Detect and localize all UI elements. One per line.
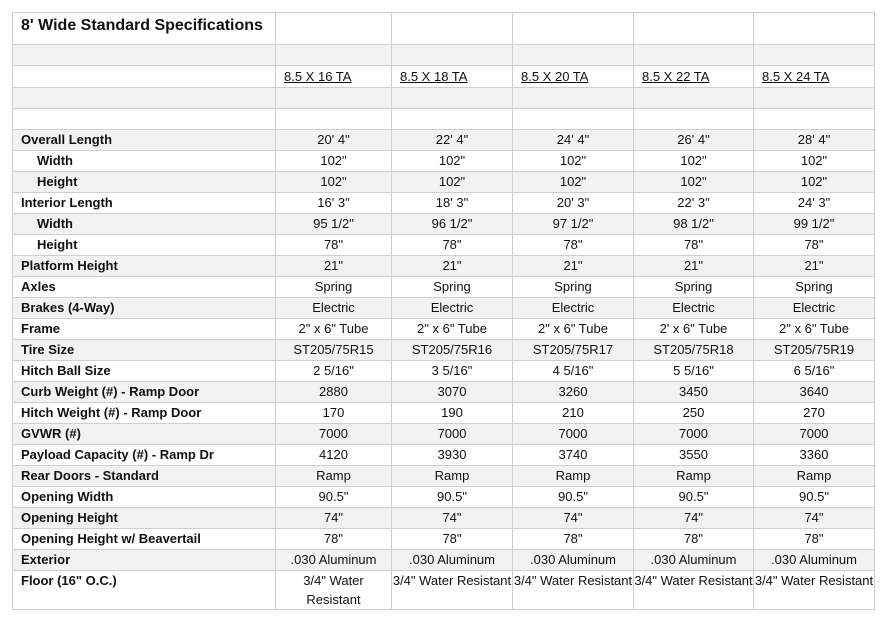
empty-cell bbox=[276, 45, 392, 66]
empty-cell bbox=[634, 109, 754, 130]
model-name: 8.5 X 20 TA bbox=[521, 68, 589, 84]
spec-value: 24' 4" bbox=[513, 130, 634, 151]
spec-label: Width bbox=[13, 214, 276, 235]
empty-cell bbox=[754, 13, 875, 45]
spec-row bbox=[13, 298, 875, 319]
spec-value: 102" bbox=[513, 151, 634, 172]
spec-value: 102" bbox=[634, 151, 754, 172]
spec-value: 78" bbox=[276, 235, 392, 256]
spec-value: .030 Aluminum bbox=[276, 550, 392, 571]
spec-label: Exterior bbox=[13, 550, 276, 571]
spec-value: 74" bbox=[392, 508, 513, 529]
spec-row bbox=[13, 214, 875, 235]
spec-value: 90.5" bbox=[276, 487, 392, 508]
spec-value: 250 bbox=[634, 403, 754, 424]
spacer-row bbox=[13, 45, 875, 66]
spec-value: 78" bbox=[513, 235, 634, 256]
spec-value: Spring bbox=[634, 277, 754, 298]
spec-row bbox=[13, 571, 875, 610]
spec-row bbox=[13, 340, 875, 361]
model-header-row bbox=[13, 66, 875, 88]
spec-label: Opening Height w/ Beavertail bbox=[13, 529, 276, 550]
spec-value: 74" bbox=[754, 508, 875, 529]
spec-value: 3 5/16" bbox=[392, 361, 513, 382]
spec-row bbox=[13, 382, 875, 403]
spec-value: ST205/75R16 bbox=[392, 340, 513, 361]
spec-label: Frame bbox=[13, 319, 276, 340]
spec-value: 21" bbox=[754, 256, 875, 277]
spec-value: 3740 bbox=[513, 445, 634, 466]
spec-value: 90.5" bbox=[634, 487, 754, 508]
spec-value: 74" bbox=[276, 508, 392, 529]
empty-cell bbox=[13, 45, 276, 66]
empty-cell bbox=[754, 88, 875, 109]
empty-cell bbox=[392, 13, 513, 45]
spec-value: 21" bbox=[513, 256, 634, 277]
spec-value: .030 Aluminum bbox=[754, 550, 875, 571]
spec-row bbox=[13, 235, 875, 256]
spec-value: 210 bbox=[513, 403, 634, 424]
empty-cell bbox=[634, 13, 754, 45]
spec-row bbox=[13, 130, 875, 151]
spec-value: .030 Aluminum bbox=[392, 550, 513, 571]
spec-value: 16' 3" bbox=[276, 193, 392, 214]
spec-value: Spring bbox=[513, 277, 634, 298]
spec-label: Height bbox=[13, 172, 276, 193]
spec-value: 22' 4" bbox=[392, 130, 513, 151]
spec-value: 102" bbox=[276, 151, 392, 172]
empty-cell bbox=[13, 66, 276, 88]
spec-value: 3930 bbox=[392, 445, 513, 466]
empty-cell bbox=[513, 45, 634, 66]
empty-cell bbox=[13, 109, 276, 130]
spec-value: Spring bbox=[276, 277, 392, 298]
spec-value: 7000 bbox=[276, 424, 392, 445]
empty-cell bbox=[513, 109, 634, 130]
spec-row bbox=[13, 193, 875, 214]
spec-row bbox=[13, 487, 875, 508]
spec-value: 3/4" Water Resistant bbox=[276, 571, 392, 610]
spec-row bbox=[13, 319, 875, 340]
spec-label: Interior Length bbox=[13, 193, 276, 214]
spec-value: 78" bbox=[634, 235, 754, 256]
spec-value: 4120 bbox=[276, 445, 392, 466]
spec-row bbox=[13, 172, 875, 193]
spec-value: 3260 bbox=[513, 382, 634, 403]
spec-value: 78" bbox=[276, 529, 392, 550]
spec-row bbox=[13, 256, 875, 277]
spec-value: Electric bbox=[276, 298, 392, 319]
spec-value: 3550 bbox=[634, 445, 754, 466]
spec-value: 90.5" bbox=[754, 487, 875, 508]
spec-value: 20' 4" bbox=[276, 130, 392, 151]
spec-label: Opening Height bbox=[13, 508, 276, 529]
title-row bbox=[13, 13, 875, 45]
model-header bbox=[392, 66, 513, 88]
spec-value: 21" bbox=[392, 256, 513, 277]
spec-value: 7000 bbox=[513, 424, 634, 445]
spec-row bbox=[13, 361, 875, 382]
spec-value: Electric bbox=[392, 298, 513, 319]
spec-value: 102" bbox=[754, 172, 875, 193]
spec-value: 28' 4" bbox=[754, 130, 875, 151]
spec-label: Axles bbox=[13, 277, 276, 298]
spec-value: 170 bbox=[276, 403, 392, 424]
spec-label: Opening Width bbox=[13, 487, 276, 508]
spec-value: Ramp bbox=[513, 466, 634, 487]
spec-value: Ramp bbox=[276, 466, 392, 487]
spec-value: 2" x 6" Tube bbox=[392, 319, 513, 340]
spec-value: 3/4" Water Resistant bbox=[392, 571, 513, 610]
spec-value: 7000 bbox=[392, 424, 513, 445]
empty-cell bbox=[754, 45, 875, 66]
spec-value: 97 1/2" bbox=[513, 214, 634, 235]
spec-value: 20' 3" bbox=[513, 193, 634, 214]
spec-value: 21" bbox=[276, 256, 392, 277]
empty-cell bbox=[276, 88, 392, 109]
spec-value: Ramp bbox=[634, 466, 754, 487]
empty-cell bbox=[276, 109, 392, 130]
spec-value: 7000 bbox=[754, 424, 875, 445]
spec-value: 2" x 6" Tube bbox=[754, 319, 875, 340]
spec-value: 2880 bbox=[276, 382, 392, 403]
spec-value: 21" bbox=[634, 256, 754, 277]
spec-value: Electric bbox=[513, 298, 634, 319]
spec-value: ST205/75R15 bbox=[276, 340, 392, 361]
spec-label: Width bbox=[13, 151, 276, 172]
spacer-row bbox=[13, 88, 875, 109]
spec-value: 78" bbox=[754, 235, 875, 256]
spec-value: ST205/75R18 bbox=[634, 340, 754, 361]
spec-value: ST205/75R17 bbox=[513, 340, 634, 361]
spec-value: 102" bbox=[754, 151, 875, 172]
spec-label: GVWR (#) bbox=[13, 424, 276, 445]
spec-value: Electric bbox=[754, 298, 875, 319]
spec-value: Ramp bbox=[754, 466, 875, 487]
spec-value: 95 1/2" bbox=[276, 214, 392, 235]
spec-label: Tire Size bbox=[13, 340, 276, 361]
spec-value: ST205/75R19 bbox=[754, 340, 875, 361]
spec-row bbox=[13, 550, 875, 571]
spec-label: Height bbox=[13, 235, 276, 256]
model-header bbox=[276, 66, 392, 88]
spec-value: 3/4" Water Resistant bbox=[513, 571, 634, 610]
spec-value: 78" bbox=[392, 529, 513, 550]
empty-cell bbox=[513, 88, 634, 109]
spec-value: 2' x 6" Tube bbox=[634, 319, 754, 340]
spec-value: 102" bbox=[513, 172, 634, 193]
spec-value: 4 5/16" bbox=[513, 361, 634, 382]
spec-value: 3/4" Water Resistant bbox=[754, 571, 875, 610]
spec-value: 3450 bbox=[634, 382, 754, 403]
spec-value: 78" bbox=[754, 529, 875, 550]
spec-label: Hitch Weight (#) - Ramp Door bbox=[13, 403, 276, 424]
spec-table bbox=[12, 12, 875, 610]
spec-value: 78" bbox=[392, 235, 513, 256]
spec-value: 96 1/2" bbox=[392, 214, 513, 235]
empty-cell bbox=[392, 109, 513, 130]
model-header bbox=[754, 66, 875, 88]
spec-value: 78" bbox=[634, 529, 754, 550]
spec-value: 2" x 6" Tube bbox=[276, 319, 392, 340]
spec-value: .030 Aluminum bbox=[513, 550, 634, 571]
spec-value: 24' 3" bbox=[754, 193, 875, 214]
empty-cell bbox=[392, 88, 513, 109]
spec-value: 98 1/2" bbox=[634, 214, 754, 235]
spec-label: Overall Length bbox=[13, 130, 276, 151]
spec-row bbox=[13, 151, 875, 172]
spec-value: 102" bbox=[276, 172, 392, 193]
spec-value: 3640 bbox=[754, 382, 875, 403]
spec-row bbox=[13, 508, 875, 529]
empty-cell bbox=[754, 109, 875, 130]
spec-value: 270 bbox=[754, 403, 875, 424]
spec-value: 5 5/16" bbox=[634, 361, 754, 382]
empty-cell bbox=[634, 88, 754, 109]
spec-row bbox=[13, 424, 875, 445]
spec-value: 102" bbox=[634, 172, 754, 193]
spec-value: 26' 4" bbox=[634, 130, 754, 151]
spec-value: 102" bbox=[392, 172, 513, 193]
spec-value: 18' 3" bbox=[392, 193, 513, 214]
spec-value: 78" bbox=[513, 529, 634, 550]
spec-value: 74" bbox=[513, 508, 634, 529]
spec-value: 90.5" bbox=[392, 487, 513, 508]
page-title: 8' Wide Standard Specifications bbox=[13, 13, 276, 45]
model-name: 8.5 X 16 TA bbox=[284, 68, 352, 84]
spacer-row bbox=[13, 109, 875, 130]
spec-value: Ramp bbox=[392, 466, 513, 487]
spec-value: Spring bbox=[754, 277, 875, 298]
empty-cell bbox=[634, 45, 754, 66]
spec-value: 2 5/16" bbox=[276, 361, 392, 382]
spec-value: Spring bbox=[392, 277, 513, 298]
empty-cell bbox=[392, 45, 513, 66]
spec-label: Hitch Ball Size bbox=[13, 361, 276, 382]
spec-value: 90.5" bbox=[513, 487, 634, 508]
spec-value: 3070 bbox=[392, 382, 513, 403]
spec-value: 7000 bbox=[634, 424, 754, 445]
spec-value: 6 5/16" bbox=[754, 361, 875, 382]
spec-label: Payload Capacity (#) - Ramp Dr bbox=[13, 445, 276, 466]
empty-cell bbox=[276, 13, 392, 45]
spec-row bbox=[13, 277, 875, 298]
spec-value: 3/4" Water Resistant bbox=[634, 571, 754, 610]
spec-value: Electric bbox=[634, 298, 754, 319]
model-name: 8.5 X 22 TA bbox=[642, 68, 710, 84]
model-name: 8.5 X 18 TA bbox=[400, 68, 468, 84]
model-header bbox=[634, 66, 754, 88]
spec-label: Platform Height bbox=[13, 256, 276, 277]
spec-label: Brakes (4-Way) bbox=[13, 298, 276, 319]
spec-value: .030 Aluminum bbox=[634, 550, 754, 571]
model-name: 8.5 X 24 TA bbox=[762, 68, 830, 84]
spec-label: Rear Doors - Standard bbox=[13, 466, 276, 487]
spec-row bbox=[13, 403, 875, 424]
spec-row bbox=[13, 466, 875, 487]
spec-row bbox=[13, 445, 875, 466]
empty-cell bbox=[13, 88, 276, 109]
spec-value: 99 1/2" bbox=[754, 214, 875, 235]
spec-value: 74" bbox=[634, 508, 754, 529]
spec-value: 22' 3" bbox=[634, 193, 754, 214]
spec-label: Curb Weight (#) - Ramp Door bbox=[13, 382, 276, 403]
spec-value: 190 bbox=[392, 403, 513, 424]
spec-value: 102" bbox=[392, 151, 513, 172]
spec-label: Floor (16" O.C.) bbox=[13, 571, 276, 610]
empty-cell bbox=[513, 13, 634, 45]
spec-value: 2" x 6" Tube bbox=[513, 319, 634, 340]
spec-row bbox=[13, 529, 875, 550]
model-header bbox=[513, 66, 634, 88]
spec-value: 3360 bbox=[754, 445, 875, 466]
